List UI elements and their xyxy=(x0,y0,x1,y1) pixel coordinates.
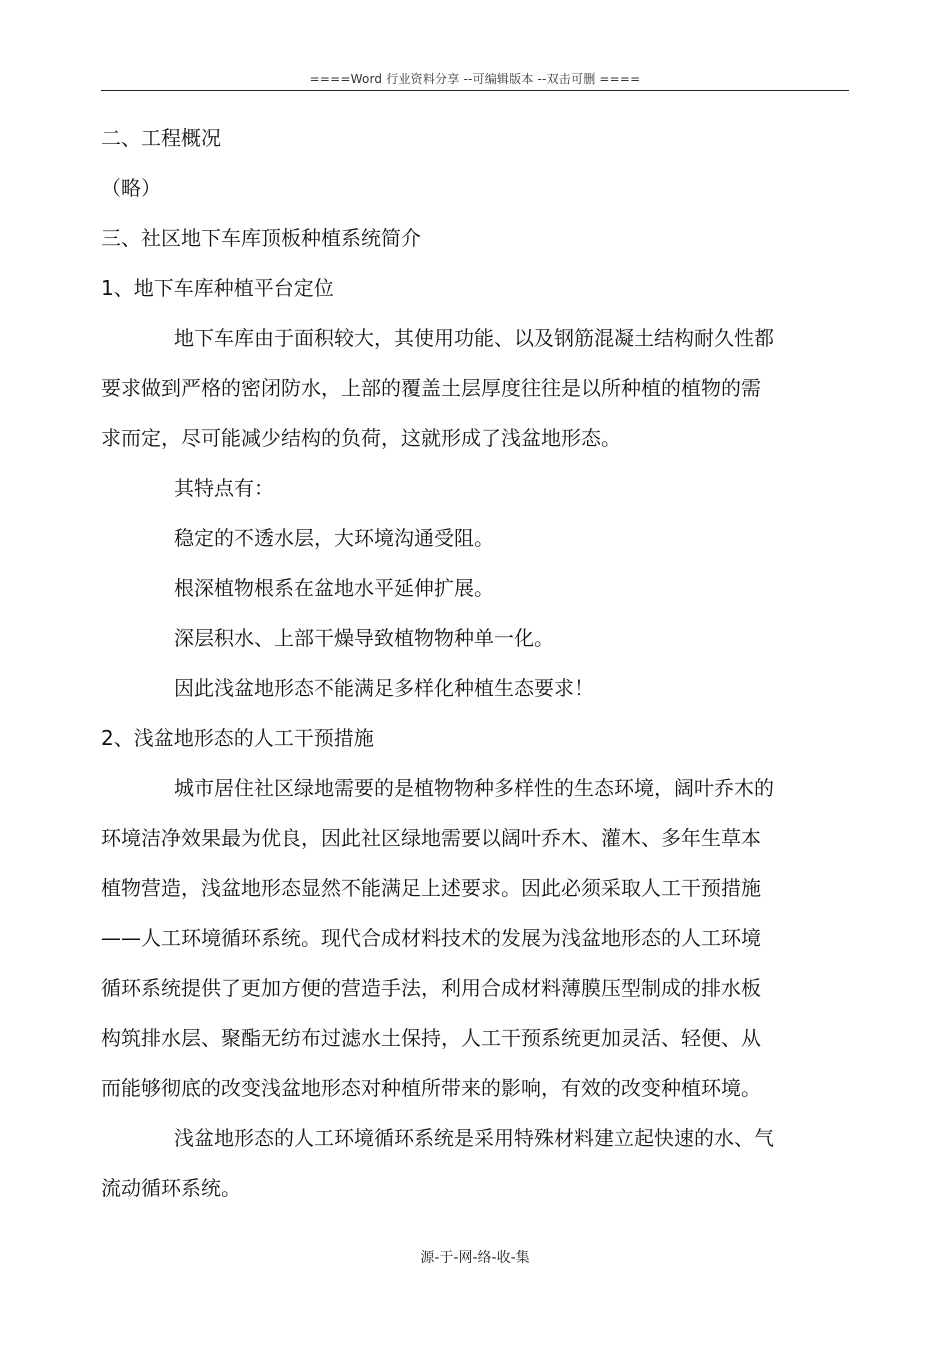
paragraph-line: 植物营造，浅盆地形态显然不能满足上述要求。因此必须采取人工干预措施 xyxy=(101,876,761,900)
subsection-heading-1: 1、地下车库种植平台定位 xyxy=(101,276,334,300)
page-footer: 源-于-网-络-收-集 xyxy=(420,1250,530,1266)
feature-item: 稳定的不透水层，大环境沟通受阻。 xyxy=(174,526,494,550)
paragraph-line: 因此浅盆地形态不能满足多样化种植生态要求！ xyxy=(174,676,594,700)
paragraph-line: 要求做到严格的密闭防水，上部的覆盖土层厚度往往是以所种植的植物的需 xyxy=(101,376,761,400)
paragraph-line: 而能够彻底的改变浅盆地形态对种植所带来的影响，有效的改变种植环境。 xyxy=(101,1076,761,1100)
paragraph-line: ——人工环境循环系统。现代合成材料技术的发展为浅盆地形态的人工环境 xyxy=(101,926,761,950)
paragraph-line: 流动循环系统。 xyxy=(101,1176,241,1200)
paragraph-line: 其特点有： xyxy=(174,476,274,500)
paragraph-line: 城市居住社区绿地需要的是植物物种多样性的生态环境，阔叶乔木的 xyxy=(174,776,774,800)
section-placeholder: （略） xyxy=(101,176,161,200)
paragraph-line: 构筑排水层、聚酯无纺布过滤水土保持，人工干预系统更加灵活、轻便、从 xyxy=(101,1026,761,1050)
paragraph-line: 环境洁净效果最为优良，因此社区绿地需要以阔叶乔木、灌木、多年生草本 xyxy=(101,826,761,850)
document-body xyxy=(101,113,816,1213)
section-heading-3: 三、社区地下车库顶板种植系统简介 xyxy=(101,226,421,250)
header-rule xyxy=(101,90,849,91)
feature-item: 深层积水、上部干燥导致植物物种单一化。 xyxy=(174,626,554,650)
feature-item: 根深植物根系在盆地水平延伸扩展。 xyxy=(174,576,494,600)
paragraph-line: 浅盆地形态的人工环境循环系统是采用特殊材料建立起快速的水、气 xyxy=(174,1126,774,1150)
page-header: ====Word 行业资料分享 --可编辑版本 --双击可删 ==== xyxy=(309,72,641,86)
paragraph-line: 地下车库由于面积较大，其使用功能、以及钢筋混凝土结构耐久性都 xyxy=(174,326,774,350)
subsection-heading-2: 2、浅盆地形态的人工干预措施 xyxy=(101,726,374,750)
paragraph-line: 求而定，尽可能减少结构的负荷，这就形成了浅盆地形态。 xyxy=(101,426,621,450)
paragraph-line: 循环系统提供了更加方便的营造手法，利用合成材料薄膜压型制成的排水板 xyxy=(101,976,761,1000)
section-heading-2: 二、工程概况 xyxy=(101,126,221,150)
